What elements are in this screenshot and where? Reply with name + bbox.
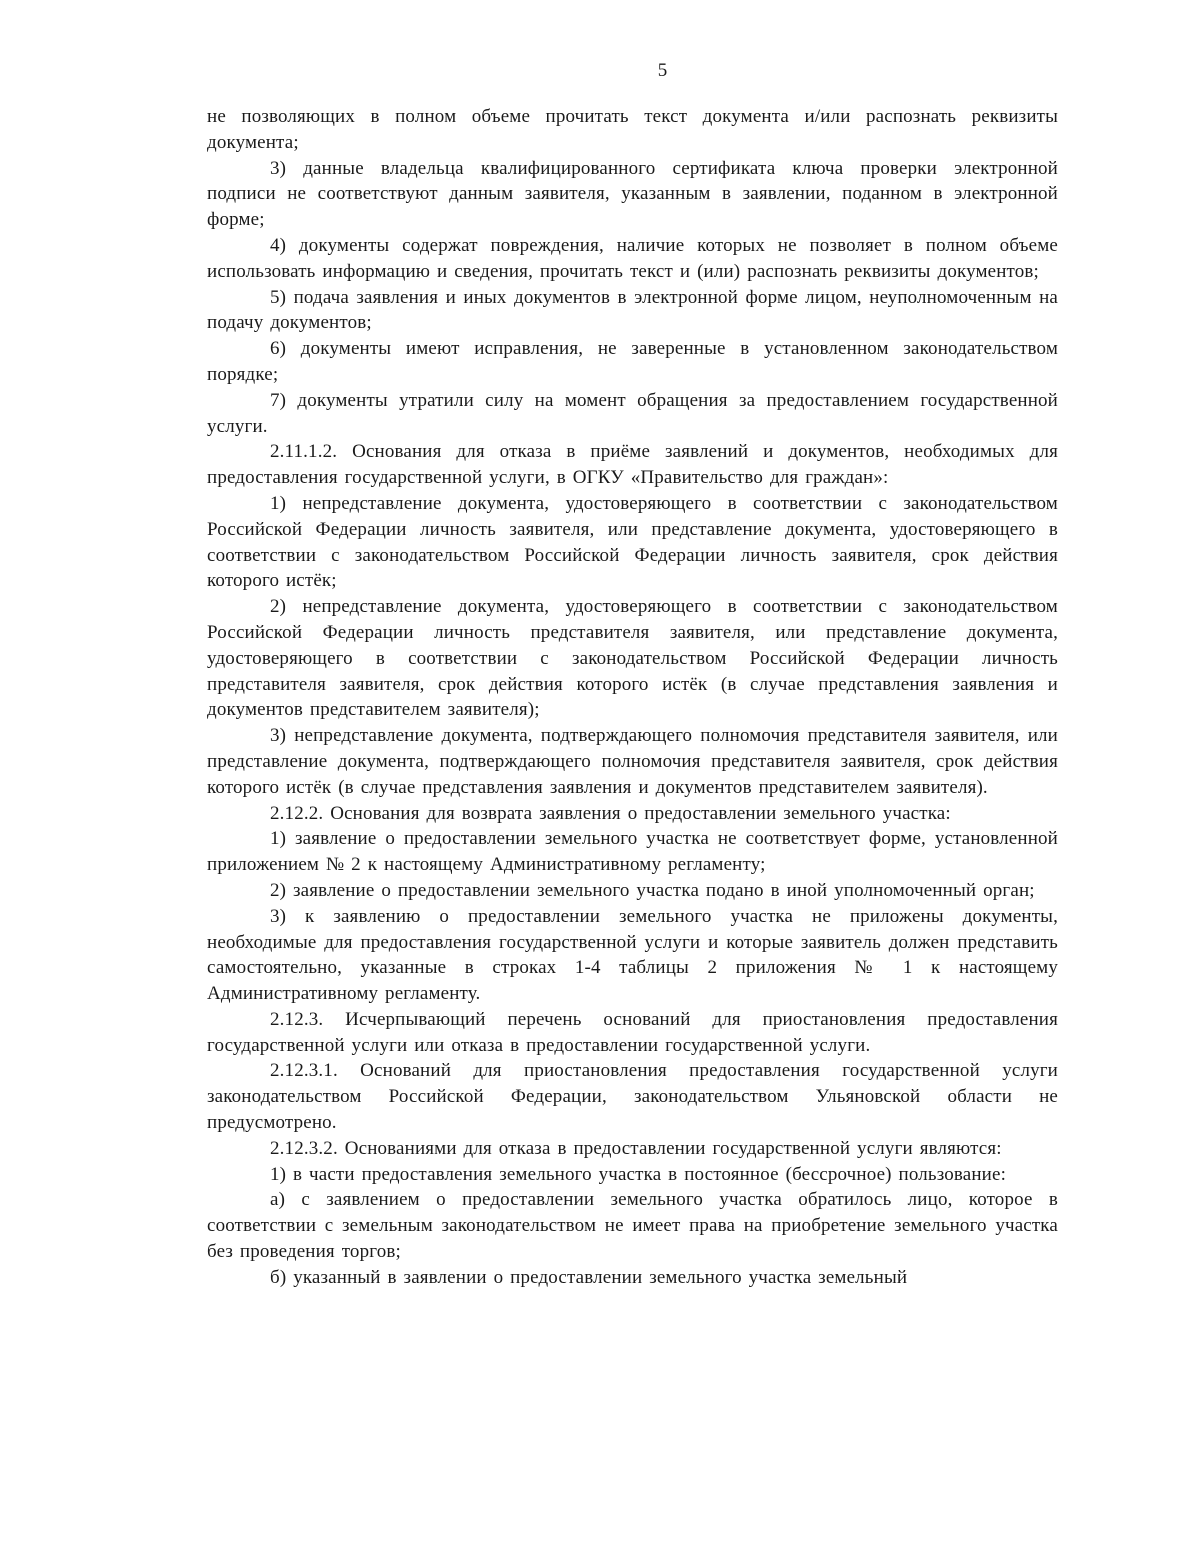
paragraph: 2.12.3.1. Оснований для приостановления предоставления государственной услуги законодательством Российской Федерации, законодательством Ульяновской области не предусмотрено. <box>207 1060 1058 1134</box>
paragraph: 2.12.2. Основания для возврата заявления о предоставлении земельного участка: <box>270 802 951 824</box>
paragraph: 1) заявление о предоставлении земельного участка не соответствует форме, установленной приложением № 2 к настоящему Административному регламенту; <box>207 828 1058 876</box>
paragraph: 3) непредставление документа, подтверждающего полномочия представителя заявителя, или представление документа, подтверждающего полномочия представителя заявителя, срок действия которого истёк (в случае представления заявления и документов представителем заявителя). <box>207 725 1058 798</box>
page-number: 5 <box>657 60 668 81</box>
paragraph: 4) документы содержат повреждения, наличие которых не позволяет в полном объеме использовать информацию и сведения, прочитать текст и (или) распознать реквизиты документов; <box>207 234 1058 282</box>
paragraph: 7) документы утратили силу на момент обращения за предоставлением государственной услуги. <box>207 389 1058 437</box>
paragraph: 6) документы имеют исправления, не заверенные в установленном законодательством порядке; <box>207 338 1058 385</box>
paragraph: а) с заявлением о предоставлении земельного участка обратилось лицо, которое в соответствии с земельным законодательством не имеет права на приобретение земельного участка без проведения торгов; <box>207 1189 1058 1263</box>
paragraph: 2.12.3. Исчерпывающий перечень оснований для приостановления предоставления государственной услуги или отказа в предоставлении государственной услуги. <box>207 1008 1058 1056</box>
paragraph: 3) к заявлению о предоставлении земельного участка не приложены документы, необходимые для предоставления государственной услуги и которые заявитель должен представить самостоятельно, указанные в строках 1-4 таблицы 2 приложения № 1 к настоящему Административному регламенту. <box>207 905 1058 1005</box>
paragraph: 2.12.3.2. Основаниями для отказа в предоставлении государственной услуги являются: <box>270 1137 1002 1159</box>
paragraph: 1) непредставление документа, удостоверяющего в соответствии с законодательством Российской Федерации личность заявителя, или представление документа, удостоверяющего в соответствии с законодательством Российской Федерации личность заявителя, срок действия которого истёк; <box>207 492 1058 592</box>
paragraph: 2) непредставление документа, удостоверяющего в соответствии с законодательством Российской Федерации личность представителя заявителя, или представление документа, удостоверяющего в соответствии с законодательством Российской Федерации личность представителя заявителя, срок действия которого истёк (в случае представления заявления и документов представителем заявителя); <box>207 596 1058 721</box>
paragraph: 3) данные владельца квалифицированного сертификата ключа проверки электронной подписи не соответствуют данным заявителя, указанным в заявлении, поданном в электронной форме; <box>207 157 1058 231</box>
paragraph: 5) подача заявления и иных документов в электронной форме лицом, неуполномоченным на подачу документов; <box>207 286 1058 334</box>
paragraph: 2) заявление о предоставлении земельного участка подано в иной уполномоченный орган; <box>270 879 1035 901</box>
paragraph: 1) в части предоставления земельного участка в постоянное (бессрочное) пользование: <box>270 1163 1007 1185</box>
paragraph: 2.11.1.2. Основания для отказа в приёме заявлений и документов, необходимых для предоставления государственной услуги, в ОГКУ «Правительство для граждан»: <box>207 441 1058 489</box>
paragraph: б) указанный в заявлении о предоставлении земельного участка земельный <box>270 1266 908 1288</box>
paragraph: не позволяющих в полном объеме прочитать текст документа и/или распознать реквизиты документа; <box>207 106 1058 153</box>
document-body <box>207 104 1058 1291</box>
